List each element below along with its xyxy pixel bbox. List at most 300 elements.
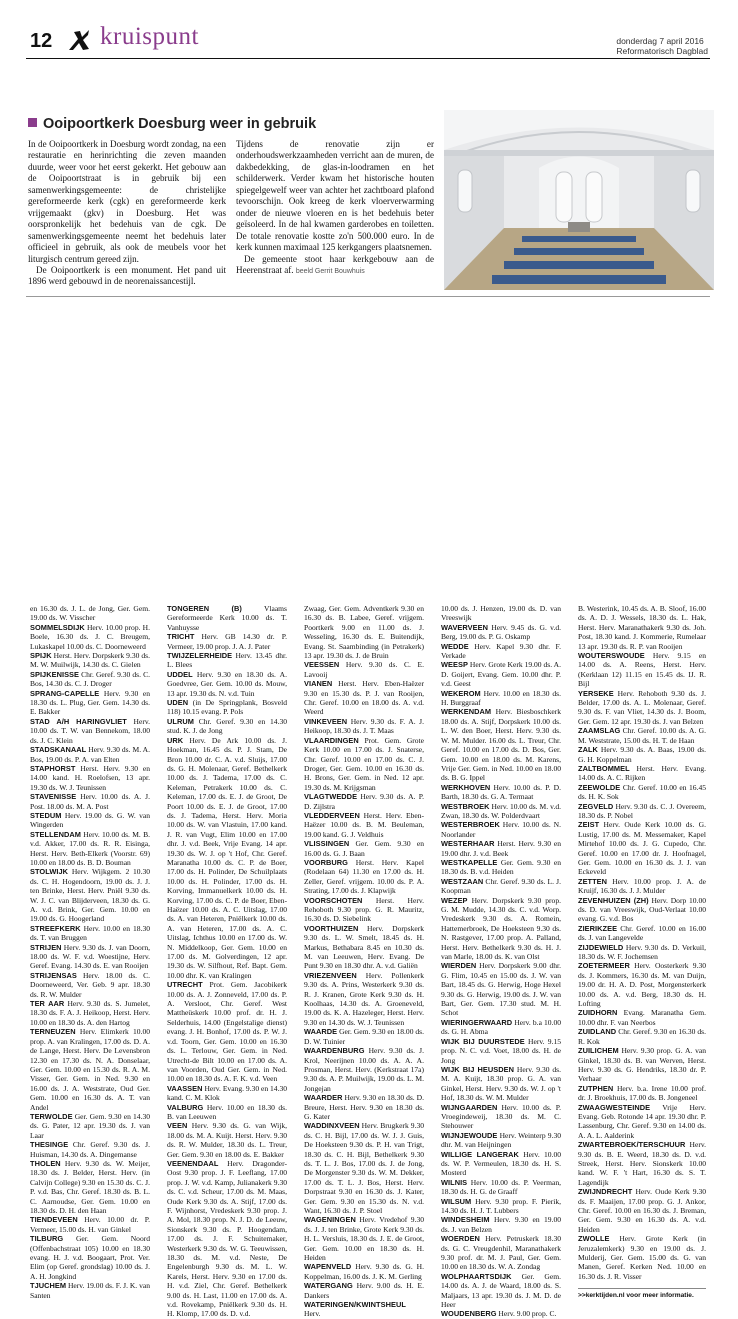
service-details: Herv. 9.30 prop. F. Pierik, 14.30 ds. H. J. T. Lubbers bbox=[441, 1196, 561, 1215]
service-details: Chr. Geref. 9.30 ds. C. Bos, 14.30 ds. C. J. Droger bbox=[30, 669, 150, 689]
listing-entry bbox=[441, 1103, 561, 1131]
listing-entry bbox=[304, 1281, 424, 1300]
service-details: Herv. 9.30 ds. G. H. Koppelman, 16.00 ds. J. K. M. Gerling bbox=[304, 1262, 424, 1281]
listing-entry bbox=[578, 1027, 706, 1046]
place-name: STELLENDAM bbox=[30, 829, 82, 839]
listing-entry bbox=[167, 736, 287, 981]
listing-entry bbox=[304, 1046, 424, 1093]
service-details: Herv. 10.00 ds. W. P. Vermeulen, 18.30 ds. H. S. Mosterd bbox=[441, 1149, 561, 1178]
listing-entry bbox=[167, 1103, 287, 1122]
listing-entry bbox=[578, 877, 706, 896]
listing-entry bbox=[30, 651, 150, 670]
place-name: TONGEREN (B) bbox=[167, 604, 242, 613]
service-details: Herv. Brugkerk 9.30 ds. C. H. Bijl, 17.00 ds. W. J. J. Guis, De Hoeksteen 9.30 ds. P. H. van Trigt, 18.30 ds. C. H. Bijl, Bethelkerk 9.30 ds. T. L. J. Bos, 17.00 ds. J. de Jong, De Morgenster 9.30 ds. W. M. Dekker, 17.00 ds. T. L. J. Bos, Herst. Herv. Dorpstraat 9.30 en 16.30 ds. J. Kater, Ger. Gem. 9.30 en 15.30 ds. N. v.d. Want, 16.30 ds. J. P. Stoel bbox=[304, 1121, 424, 1215]
section-separator bbox=[26, 296, 710, 297]
service-details: Herv. Dorpskerk 9.30 ds. L. W. Smelt, 18.45 ds. H. Markus, Bethabara 8.45 en 10.30 ds. M. van Leeuwen, Herv. Evang. De Punt 9.30 en 18.30 dhr. A. v.d. Galiën bbox=[304, 923, 424, 971]
place-name: WIJK BIJ HEUSDEN bbox=[441, 1064, 515, 1074]
section-title: kruispunt bbox=[100, 23, 199, 50]
listing-entry bbox=[441, 1272, 561, 1310]
service-details: Herv. 9.30 ds. G. van Wijk, 18.00 ds. M. A. Kuijt. Herst. Herv. 9.30 ds. R. W. Mulder, 18.30 ds. L. Treur, Ger. Gem. 9.30 en 18.00 ds. E. Bakker bbox=[167, 1121, 287, 1159]
place-name: ZAAMSLAG bbox=[578, 726, 621, 736]
place-name: ZEVENHUIZEN (ZH) bbox=[578, 895, 649, 905]
listing-entry bbox=[441, 1065, 561, 1103]
listing-entry bbox=[578, 1140, 706, 1187]
service-details: Herv. 9.30 ds. J. van Doorn, 18.00 ds. W. F. v.d. Woestijne, Herv. Geref. Evang. 14.30 ds. E. van Rooijen bbox=[30, 942, 150, 971]
masthead-rule bbox=[26, 58, 710, 59]
place-name: WATERGANG bbox=[304, 1281, 353, 1291]
service-details: Evang. Maranatha Gem. 10.00 dhr. F. van Neerbos bbox=[578, 1008, 706, 1027]
place-name: ZEEWOLDE bbox=[578, 782, 621, 792]
listing-entry bbox=[578, 1234, 706, 1281]
service-details: Herv. 19.00 ds. F. J. K. van Santen bbox=[30, 1281, 150, 1300]
service-details: Herv. Oosterkerk 9.30 ds. J. Kommers, 16.30 ds. M. van Duijn, 19.00 dr. H. A. D. Post, Morgensterkerk 10.00 ds. A. v.d. Berg, 18.30 ds. H. Lofting bbox=[578, 961, 707, 1009]
listing-entry bbox=[30, 971, 150, 999]
listing-entry bbox=[30, 623, 150, 651]
service-details: Herv. 10.00 ds. M. v.d. Zwan, 18.30 ds. W. Polderdvaart bbox=[441, 801, 561, 820]
place-name: STRIJENSAS bbox=[30, 970, 77, 980]
listing-entry bbox=[30, 1281, 150, 1300]
listing-entry bbox=[167, 698, 287, 717]
listing-entry bbox=[167, 717, 287, 736]
service-details: Herv. 9.30 ds. B. E. Weerd, 18.30 ds. D. v.d. Streek, Herst. Herv. Sionskerk 10.00 kand. W. F. 't Hart, 16.30 ds. S. T. Lagendijk bbox=[578, 1140, 706, 1187]
service-details: en 16.30 ds. J. L. de Jong, Ger. Gem. 19.00 ds. W. Visscher bbox=[30, 604, 150, 623]
listing-entry bbox=[441, 1037, 561, 1065]
listing-entry bbox=[167, 651, 287, 670]
listing-entry bbox=[578, 1187, 706, 1234]
place-name: SPRANG-CAPELLE bbox=[30, 688, 100, 698]
place-name: WAARDER bbox=[304, 1093, 343, 1103]
place-name: WEZEP bbox=[441, 895, 468, 905]
listing-entry bbox=[304, 1300, 424, 1319]
service-details: Vlaams Gereformeerde Kerk 10.00 ds. T. Vanhuysse bbox=[167, 604, 287, 632]
service-details: Ger. Gem. 9.30 en 18.30 ds. B. v.d. Heiden bbox=[441, 857, 561, 877]
service-details: Herst. Herv. 9.30 en 19.00 dhr. J. v.d. Beek bbox=[441, 839, 561, 858]
listing-entry bbox=[30, 830, 150, 868]
service-details: Herv. Dorpskerk 9.00 dhr. G. Flim, 10.45 en 15.00 ds. J. W. van Bart, 18.45 ds. G. Herwig, Hoge Hexel 9.30 ds. G. Herwig, 19.00 ds. J. W. van Bart, Ger. Gem. 17.30 stud. M. H. Schot bbox=[441, 961, 561, 1018]
service-details: Herv. 10.00 en 18.30 ds. T. van Bruggen bbox=[30, 923, 150, 943]
listing-entry bbox=[578, 604, 706, 651]
service-details: Chr. Geref. 10.00 en 16.45 ds. H. K. Sok bbox=[578, 782, 707, 802]
crossroads-logo-icon bbox=[66, 27, 92, 53]
listing-entry bbox=[441, 1215, 561, 1234]
service-details: Chr. Geref. 10.00 en 16.00 ds. J. van Langevelde bbox=[578, 923, 706, 943]
place-name: VOORBURG bbox=[304, 857, 348, 867]
service-details: Chr. Geref. 9.30 ds. L. J. Koopman bbox=[441, 876, 561, 896]
service-details: Herst. Herv. Eben-Haëzer 9.30 en 15.30 ds. P. J. van Rooijen, Chr. Geref. 10.00 en 18.00 ds. A. v.d. Weerd bbox=[304, 679, 424, 717]
place-name: VINKEVEEN bbox=[304, 716, 348, 726]
place-name: WESTBROEK bbox=[441, 801, 490, 811]
place-name: SPIJK bbox=[30, 651, 52, 661]
place-name: ZWAAGWESTEINDE bbox=[578, 1102, 651, 1112]
listing-entry bbox=[304, 1262, 424, 1281]
place-name: ZEIST bbox=[578, 820, 600, 830]
service-details: Herv. 9.30 en 18.30 ds. A. Goedvree, Ger. Gem. 10.00 ds. Mouw, 13 apr. 19.30 ds. N. v.d. Tuin bbox=[167, 669, 288, 698]
service-details: Prot. Gem. Jacobikerk 10.00 ds. A. J. Zonneveld, 17.00 ds. P. A. Versloot, Chr. Geref. West Mattheüskerk 10.00 prof. dr. H. J. Selderhuis, 14.00 (Engelstalige dienst) evang. J. H. Bonhof, 17.00 ds. P. W. J. v.d. Toorn, Ger. Gem. 10.00 en 16.30 ds. L. Terlouw, Ger. Gem. in Ned. Utrecht-de Bilt 10.00 en 17.00 ds. A. van Voorden, Oud Ger. Gem. in Ned. 10.00 en 18.30 ds. A. F. K. v.d. Veen bbox=[167, 980, 287, 1084]
place-name: VOORTHUIZEN bbox=[304, 923, 359, 933]
service-details: Herv. 10.00 prop. H. Boele, 16.30 ds. J. C. Breugem, Lukaskapel 10.00 ds. C. Doorneweerd bbox=[30, 622, 151, 651]
listing-entry bbox=[30, 604, 150, 623]
service-details: Herv. 18.00 ds. C. Doorneweerd, Ver. Geb. 9 apr. 18.30 ds. R. W. Mulder bbox=[30, 970, 150, 999]
listing-column bbox=[30, 604, 150, 1300]
place-name: WAPENVELD bbox=[304, 1262, 352, 1272]
service-details: Herv. 9.30 ds. J. Krol, Neerijnen 10.00 ds. A. A. A. Prosman, Herst. Herv. (Kerkstraat 17a) 9.30 ds. A. P. Muilwijk, 19.00 ds. L. M. Jongejan bbox=[304, 1046, 424, 1093]
listing-entry bbox=[304, 717, 424, 736]
listing-entry bbox=[578, 764, 706, 783]
place-name: SPIJKENISSE bbox=[30, 669, 80, 679]
listing-column bbox=[441, 604, 561, 1319]
service-details: Ger. Gem. 9.30 en 14.30 ds. G. Pater, 12 apr. 19.30 ds. J. van Laar bbox=[30, 1111, 150, 1140]
listing-entry bbox=[30, 1112, 150, 1140]
place-name: ZALK bbox=[578, 745, 598, 755]
service-details: Herv. Weinterp 9.30 dhr. M. van Heijningen bbox=[441, 1130, 561, 1150]
service-details: Vrije Herv. Evang. Geb. Rotonde 14 apr. 19.30 dhr. P. Lassenburg, Chr. Geref. 9.30 en 14.00 ds. A. A. L. Aalderink bbox=[578, 1102, 706, 1140]
article-paragraph: De gemeente stoot haar kerkgebouw aan de Heerenstraat af. beeld Gerrit Bouwhuis bbox=[236, 253, 434, 275]
listing-entry bbox=[578, 689, 706, 727]
service-details: Herv. 9.30 prop. G. A. van Ginkel, 18.30 ds. B. van Werven, Herst. Herv. 9.30 ds. G. Hendriks, 18.30 dr. P. Verhaar bbox=[578, 1046, 706, 1084]
service-details: Ger. Gem. 9.30 en 18.00 ds. D. W. Tuinier bbox=[304, 1027, 424, 1046]
service-details: Herv. Biesboschkerk 18.00 ds. A. Stijf, Dorpskerk 10.00 ds. L. W. den Boer, Herst. Herv. 9.30 ds. W. M. Mulder. 16.00 ds. L. Treur, Chr. Geref. 10.00 en 17.00 ds. D. Bos, Ger. Gem. 10.00 en 18.00 ds. M. Karens, Vrije Ger. Gem. in Ned. 10.00 en 18.00 ds. B. G. Ippel bbox=[441, 707, 561, 783]
service-details: Herv. 10.00 ds. M. B. v.d. Akker, 17.00 ds. R. R. Eisinga, Herst. Herv. Beth-Elkerk (Voorstr. 69) 10.00 en 18.00 ds. B. D. Bouman bbox=[30, 829, 150, 867]
place-name: WESTZAAN bbox=[441, 876, 484, 886]
place-name: VLISSINGEN bbox=[304, 839, 350, 849]
listing-entry bbox=[578, 1046, 706, 1084]
listing-entry bbox=[167, 980, 287, 1083]
listing-entry bbox=[578, 745, 706, 764]
listing-entry bbox=[441, 707, 561, 782]
listing-entry bbox=[578, 726, 706, 745]
listing-entry bbox=[441, 1234, 561, 1272]
place-name: UTRECHT bbox=[167, 980, 203, 990]
masthead bbox=[26, 14, 710, 58]
place-name: WESTKAPELLE bbox=[441, 857, 498, 867]
service-details: Herst. Herv. Evang. 14.00 ds. A. C. Rijken bbox=[578, 763, 706, 783]
service-details: Herv. Dragonder-Oost 9.30 prop. J. F. Leeflang, 17.00 prop. J. W. v.d. Kamp, Julianakerk 9.30 ds. C. v.d. Scheur, 17.00 ds. M. Maas, Oude Kerk 9.30 ds. A. Stijf, 17.00 ds. F. Wijnhorst, Vredeskerk 9.30 prop. J. A. Mol, 18.30 prop. N. J. D. de Leeuw, Sionskerk 9.30 ds. P. Hoogendam, 17.00 ds. J. F. Schuitemaker, Westerkerk 9.30 ds. W. G. Teeuwissen, 18.30 ds. M. v.d. Neste, De Engelenburgh 9.30 ds. M. L. W. Karels, Herst. Herv. 9.30 en 17.00 ds. H. v.d. Ziel, Chr. Geref. Bethelkerk 9.00 ds. H. Last, 11.00 en 17.00 ds. A. v.d. Rovekamp, Pniëlkerk 9.30 ds. H. H. Klomp, 17.00 ds. D. v.d. bbox=[167, 1158, 287, 1319]
headline-square-icon bbox=[28, 118, 37, 127]
place-name: ZOETERMEER bbox=[578, 961, 630, 971]
service-details: Herv. 13.45 dhr. L. Blees bbox=[167, 651, 287, 670]
place-name: SOMMELSDIJK bbox=[30, 622, 85, 632]
service-details: Herv. 9.30 en 18.30 ds. D. Breure, Herst. Herv. 9.30 en 18.30 ds. G. Kater bbox=[304, 1093, 424, 1121]
listing-entry bbox=[30, 764, 150, 792]
listing-entry bbox=[578, 924, 706, 943]
listing-entry bbox=[441, 642, 561, 661]
service-details: Herv. 9.30 ds. M. A. Kuijt, 18.30 prop. G. A. van Ginkel, Herst. Herv. 9.30 ds. W. J. op 't Hof, 18.30 ds. W. M. Mulder bbox=[441, 1064, 561, 1103]
service-details: Herv. 10.00 ds. P. D. Barth, 18.30 ds. G. A. Termaat bbox=[441, 782, 561, 802]
service-details: Ger. Gem. 14.00 ds. A. J. de Waard, 18.00 ds. S. Maljaars, 13 apr. 19.30 ds. J. M. D. de Heer bbox=[441, 1271, 561, 1310]
listing-entry bbox=[441, 802, 561, 821]
listing-entry bbox=[30, 670, 150, 689]
service-details: (in De Springplank, Bosveld 118) 10.15 evang. P. Pols bbox=[167, 698, 287, 717]
service-details: Herv. Pollenkerk 9.30 ds. A. Prins, Westerkerk 9.30 ds. R. J. Kranen, Grote Kerk 9.30 ds. H. Koolhaas, 14.30 ds. A. Groeneveld, 19.00 ds. K. A. Hazeleger, Herst. Herv. 9.30 en 14.30 ds. W. J. Teunissen bbox=[304, 970, 424, 1027]
place-name: VAASSEN bbox=[167, 1083, 203, 1093]
service-details: Herv. Oude Kerk 9.30 ds. F. Maaijen, 17.00 prop. G. J. Ankor, Chr. Geref. 10.00 en 16.30 ds. J. Breman, Ger. Gem. 9.30 en 16.30 ds. A. v.d. Heiden bbox=[578, 1187, 706, 1234]
listing-entry bbox=[304, 1215, 424, 1262]
service-details: Herst. Herv. 9.30 en 14.00 kand. H. Roelofsen, 13 apr. 19.30 ds. W. J. Teunissen bbox=[30, 763, 150, 792]
place-name: ZUTPHEN bbox=[578, 1083, 614, 1093]
service-details: Herv. 10.00 en 18.30 ds. H. Burggraaf bbox=[441, 688, 561, 708]
service-details: Chr. Geref. 9.30 en 16.30 ds. R. Kok bbox=[578, 1027, 706, 1046]
place-name: WAGENINGEN bbox=[304, 1215, 356, 1225]
service-details: Herv. Elimkerk 10.00 prop. A. van Kralingen, 17.00 ds. D. A. de Lange, Herst. Herv. De Levensbron 12.30 en 17.30 ds. N. A. Donselaar, Ger. Gem. 10.00 en 15.30 ds. R. A. M. Visser, Ger. Gem. in Ned. 9.30 en 16.00 ds. J. A. Weststrate, Oud Ger. Gem. 10.00 en 16.30 ds. A. T. van Andel bbox=[30, 1027, 150, 1112]
page-number: 12 bbox=[30, 30, 53, 52]
listing-entry bbox=[441, 961, 561, 1017]
listing-entry bbox=[441, 1309, 561, 1318]
article-column-2 bbox=[236, 139, 434, 277]
place-name: TIENDEVEEN bbox=[30, 1215, 78, 1225]
listing-entry bbox=[304, 736, 424, 792]
issue-date: donderdag 7 april 2016 bbox=[616, 36, 704, 46]
listing-entry bbox=[578, 1103, 706, 1141]
service-details: Herv. 10.00 ds. P. Vroegindeweij, 18.30 ds. M. C. Stehouwer bbox=[441, 1102, 562, 1131]
place-name: WEKEROM bbox=[441, 688, 481, 698]
place-name: VLEDDERVEEN bbox=[304, 810, 360, 820]
place-name: WIERINGERWAARD bbox=[441, 1017, 513, 1027]
service-details: Herv. Petruskerk 18.30 ds. G. C. Vreugdenhil, Maranathakerk 9.30 prof. dr. M. J. Paul, Ger. Gem. 10.00 en 18.30 ds. W. A. Zondag bbox=[441, 1234, 562, 1272]
service-details: Herv. 10.00 ds. T. W. van Bennekom, 18.00 ds. J. C. Klein bbox=[30, 716, 150, 745]
listing-entry bbox=[441, 1178, 561, 1197]
listing-entry bbox=[30, 999, 150, 1027]
place-name: WERKHOVEN bbox=[441, 782, 491, 792]
listing-entry bbox=[30, 1027, 150, 1112]
article-paragraph: De Ooipoortkerk is een monument. Het pand uit 1896 werd gebouwd in de neorenaissancestijl. bbox=[28, 264, 226, 287]
listing-entry bbox=[30, 689, 150, 717]
place-name: STEDUM bbox=[30, 810, 62, 820]
listing-entry bbox=[30, 811, 150, 830]
listing-entry bbox=[30, 717, 150, 745]
service-details: Herv. bbox=[304, 1309, 321, 1319]
listing-entry bbox=[304, 971, 424, 1027]
listing-entry bbox=[578, 896, 706, 924]
service-details: Ger. Gem. Noord (Offenbachstraat 105) 10.00 en 18.30 evang. H. J. v.d. Boogaart, Prot. Ver. Elim (op Geref. grondslag) 10.00 ds. J. A. H. Jongkind bbox=[30, 1234, 151, 1281]
service-details: B. Westerink, 10.45 ds. A. B. Sloof, 16.00 ds. A. D. J. Wessels, 18.30 ds. L. Hak, Herst. Herv. Maranathakerk 9.30 ds. Joh. Post, 18.30 kand. J. Kommerie, Rumelaar 13 apr. 19.30 ds. R. P. van Rooijen bbox=[578, 604, 706, 651]
service-details: Herv. Wijkgem. 2 10.30 ds. C. H. Hogendoorn, 19.00 ds. J. J. ten Brinke, Herst. Herv. Pniël 9.30 ds. W. J. C. van Blijderveen, 18.30 ds. G. A. v.d. Brink, Ger. Gem. 10.00 en 19.00 ds. G. Hoogerland bbox=[30, 867, 150, 924]
service-details: Herv. b.a 10.00 ds. G. H. Abma bbox=[441, 1017, 562, 1037]
place-name: TERNEUZEN bbox=[30, 1027, 76, 1037]
place-name: THOLEN bbox=[30, 1158, 61, 1168]
place-name: ZALTBOMMEL bbox=[578, 763, 630, 773]
listing-entry bbox=[304, 811, 424, 839]
more-info-link[interactable]: >>kerktijden.nl voor meer informatie. bbox=[578, 1288, 706, 1300]
service-details: Herv. Evang. 9.30 en 14.30 kand. C. M. Klok bbox=[167, 1083, 287, 1103]
place-name: WAARDENBURG bbox=[304, 1046, 365, 1056]
listing-entry bbox=[304, 604, 424, 660]
place-name: WEESP bbox=[441, 660, 468, 670]
place-name: VIANEN bbox=[304, 679, 333, 689]
listing-entry bbox=[578, 802, 706, 821]
place-name: WOUDENBERG bbox=[441, 1309, 497, 1319]
place-name: VEESSEN bbox=[304, 660, 340, 670]
listing-entry bbox=[441, 623, 561, 642]
place-name: UDEN bbox=[167, 698, 189, 708]
place-name: ULRUM bbox=[167, 716, 194, 726]
service-details: Herv. 19.00 ds. G. W. van Wingerden bbox=[30, 810, 150, 830]
place-name: STADSKANAAL bbox=[30, 745, 87, 755]
listing-entry bbox=[167, 632, 287, 651]
place-name: ZUIDHORN bbox=[578, 1008, 618, 1018]
service-details: Herv. 9.00 prop. C. bbox=[498, 1309, 557, 1319]
listing-entry bbox=[304, 679, 424, 717]
service-details: Herv. 10.00 en 18.30 ds. B. van Leeuwen bbox=[167, 1102, 287, 1121]
place-name: STAVENISSE bbox=[30, 792, 77, 802]
listing-entry bbox=[304, 1121, 424, 1215]
place-name: TRICHT bbox=[167, 632, 195, 642]
place-name: WAARDE bbox=[304, 1027, 338, 1037]
service-details: Herv. 9.45 ds. G. v.d. Berg, 19.00 ds. P. G. Oskamp bbox=[441, 622, 561, 642]
service-details: Herv. Kapel 9.30 dhr. F. Verkade bbox=[441, 641, 561, 661]
listing-entry bbox=[30, 1234, 150, 1281]
place-name: THESINGE bbox=[30, 1140, 69, 1150]
listing-column bbox=[578, 604, 706, 1301]
place-name: ZIJDEWIELD bbox=[578, 942, 624, 952]
place-name: ZWARTEBROEK/TERSCHUUR bbox=[578, 1140, 686, 1150]
place-name: VEENENDAAL bbox=[167, 1158, 219, 1168]
place-name: TWIJZELERHEIDE bbox=[167, 651, 233, 661]
listing-entry bbox=[441, 858, 561, 877]
listing-entry bbox=[578, 651, 706, 689]
service-details: Herv. b.a. Irene 10.00 prof. dr. J. Broekhuis, 17.00 ds. B. Jongeneel bbox=[578, 1083, 706, 1103]
listing-entry bbox=[304, 1027, 424, 1046]
service-details: Herv. Vredehof 9.30 ds. J. J. ten Brinke, Grote Kerk 9.30 ds. H. L. Versluis, 18.30 ds. J. E. de Groot, Ger. Gem. 10.00 en 18.30 ds. H. Heiden bbox=[304, 1215, 424, 1263]
place-name: WADDINXVEEN bbox=[304, 1121, 360, 1131]
photo-credit: beeld Gerrit Bouwhuis bbox=[295, 267, 365, 275]
place-name: STREEFKERK bbox=[30, 923, 81, 933]
place-name: WIJNJEWOUDE bbox=[441, 1130, 498, 1140]
service-details: Herv. 9.30 en 19.00 ds. J. van Belzen bbox=[441, 1215, 561, 1234]
place-name: ZWIJNDRECHT bbox=[578, 1187, 633, 1197]
dateline bbox=[616, 36, 708, 56]
place-name: WINDESHEIM bbox=[441, 1215, 490, 1225]
place-name: YERSEKE bbox=[578, 688, 614, 698]
listing-entry bbox=[30, 924, 150, 943]
listing-entry bbox=[304, 792, 424, 811]
place-name: WOUTERSWOUDE bbox=[578, 651, 645, 661]
listing-entry bbox=[441, 604, 561, 623]
place-name: ZEGVELD bbox=[578, 801, 614, 811]
place-name: WILSUM bbox=[441, 1196, 472, 1206]
listing-entry bbox=[30, 943, 150, 971]
place-name: STRIJEN bbox=[30, 942, 62, 952]
service-details: Herv. Dorp 10.00 ds. D. van Vreeswijk, Oud-Verlaat 10.00 evang. G. v.d. Bos bbox=[578, 895, 706, 924]
place-name: WIERDEN bbox=[441, 961, 477, 971]
service-details: Herv. 10.00 ds. P. Veerman, 18.30 ds. H. G. de Graaff bbox=[441, 1177, 561, 1197]
place-name: VLAARDINGEN bbox=[304, 735, 359, 745]
listing-entry bbox=[441, 896, 561, 962]
place-name: STOLWIJK bbox=[30, 867, 69, 877]
listing-entry bbox=[167, 1121, 287, 1159]
listing-entry bbox=[441, 660, 561, 688]
listing-entry bbox=[167, 1159, 287, 1319]
listing-entry bbox=[441, 689, 561, 708]
listing-entry bbox=[30, 867, 150, 923]
service-details: Herst. Herv. Rehoboth 9.30 prop. G. R. Mauritz, 16.30 ds. D. Siebelink bbox=[304, 895, 425, 924]
listing-entry bbox=[441, 783, 561, 802]
place-name: URK bbox=[167, 735, 184, 745]
church-interior-photo bbox=[444, 110, 714, 290]
listing-entry bbox=[578, 1008, 706, 1027]
service-details: Ger. Gem. 9.30 en 16.00 ds. G. J. Baan bbox=[304, 839, 424, 858]
listing-entry bbox=[167, 604, 287, 632]
newspaper-name: Reformatorisch Dagblad bbox=[616, 46, 708, 56]
listing-entry bbox=[304, 660, 424, 679]
service-details: Herv. De Ark 10.00 ds. J. Hoekman, 16.45 ds. P. J. Stam, De Bron 10.00 dr. C. A. v.d. Sluijs, 17.00 ds. G. H. Molenaar, Geref. Bethelkerk 10.00 ds. J. Tadema, 17.00 ds. C. Keleman, Petrakerk 10.00 ds. C. Keleman, 17.00 ds. E. J. de Groot, De Poort 10.00 ds. E. J. de Groot, 17.00 ds. J. Tadema, Herst. Herv. Moria 10.00 ds. W. van Vlastuin, 17.00 kand. J. R. van Vugt, Elim 10.00 en 17.00 dhr. J. v.d. Beek, Vrije Evang. 14 apr. 19.30 ds. W. J. op 't Hof, Chr. Geref. Maranatha 10.00 ds. C. P. de Boer, 17.00 ds. H. Polinder, De Schuilplaats 10.00 ds. H. Polinder, 17.00 ds. H. Korving, Immanuelkerk 10.00 ds. H. Korving, 17.00 ds. C. P. de Boer, Eben-Haëzer 10.00 ds. A. C. Uitslag, 17.00 ds. A. van Heteren, Pniëlkerk 10.00 ds. A. van Heteren, 17.00 ds. A. C. Uitslag, Ichthus 10.00 en 17.00 ds. W. N. Middelkoop, Ger. Gem. 10.00 en 17.00 ds. M. Golverdingen, 12 apr. 19.30 ds. W. Silfhout, Ref. Bapt. Gem. 10.00 dhr. K. van Kralingen bbox=[167, 735, 287, 980]
article-headline: Ooipoortkerk Doesburg weer in gebruik bbox=[28, 116, 316, 132]
listing-entry bbox=[304, 858, 424, 896]
place-name: WEDDE bbox=[441, 641, 469, 651]
listing-entry bbox=[441, 1150, 561, 1178]
place-name: ZETTEN bbox=[578, 876, 608, 886]
place-name: ZWOLLE bbox=[578, 1234, 610, 1244]
listing-entry bbox=[30, 792, 150, 811]
service-details: Herst. Herv. Kapel (Rodelaan 64) 11.30 en 17.00 ds. H. Zeller, Geref. vrijgem. 10.00 ds. P. A. Strating, 17.00 ds. J. Klapwijk bbox=[304, 857, 424, 896]
service-details: Herv. 10.00 ds. N. Noorlander bbox=[441, 820, 561, 839]
listing-column bbox=[167, 604, 287, 1319]
listing-entry bbox=[441, 839, 561, 858]
listing-entry bbox=[441, 820, 561, 839]
service-details: Herv. 9.30 ds. A. Baas, 19.00 ds. G. H. Koppelman bbox=[578, 745, 706, 764]
service-details: Herv. 9.30 ds. A. P. D. Zijlstra bbox=[304, 792, 424, 811]
place-name: WIJNGAARDEN bbox=[441, 1102, 498, 1112]
service-details: Herv. Dorpskerk 9.30 prop. G. M. Mudde, 14.30 ds. C. v.d. Worp. Vredeskerk 9.30 ds. A. Romein, Hattemerbroek, De Hoeksteen 9.30 ds. N. Rastgever, 17.00 prop. A. Palland, Herst. Herv. Bethelkerk 9.30 ds. H. J. van Marle, 18.00 ds. K. van Olst bbox=[441, 895, 561, 962]
place-name: WATERINGEN/KWINTSHEUL bbox=[304, 1300, 406, 1310]
listing-entry bbox=[441, 1197, 561, 1216]
place-name: WOERDEN bbox=[441, 1234, 480, 1244]
place-name: WERKENDAM bbox=[441, 707, 492, 717]
listing-column bbox=[304, 604, 424, 1319]
article-paragraph: Tijdens de renovatie zijn er onderhoudswerkzaamheden verricht aan de muren, de dakbedekking, de glas-in-loodramen en het schilderwerk. Verder kwam het historische houten spiegelgewelf weer van achter het zachtboard plafond tevoorschijn. Ook kreeg de kerk vloerverwarming onder de nieuwe vloeren en is het bedehuis beter geïsoleerd. In de hal kwamen garderobes en toiletten. De totale renovatie kostte zo'n 500.000 euro. In de kerk kunnen maximaal 125 kerkgangers plaatsnemen. bbox=[236, 139, 434, 253]
service-details: Herv. 9.30 ds. W. Meijer, 18.30 ds. J. Belder, Herst. Herv. (in Calvijn College) 9.30 en 15.30 ds. C. J. P. v.d. Bas, Chr. Geref. 18.30 ds. B. L. C. Aarnoudse, Ger. Gem. 10.00 en 18.30 ds. D. H. den Haan bbox=[30, 1158, 150, 1215]
place-name: VEEN bbox=[167, 1121, 188, 1131]
listing-entry bbox=[578, 961, 706, 1008]
place-name: STAPHORST bbox=[30, 763, 76, 773]
service-details: Herv. 9.15 en 14.00 ds. A. Reens, Herst. Herv. (Kerklaan 12) 11.15 en 15.45 ds. IJ. R. Bijl bbox=[578, 651, 707, 689]
service-details: Herst. Herv. Dorpskerk 9.30 ds. M. W. Muilwijk, 14.30 ds. C. Gielen bbox=[30, 651, 150, 670]
service-details: Herv. 9.30 en 18.30 ds. L. Plug, Ger. Gem. 14.30 ds. E. Bakker bbox=[30, 688, 150, 717]
service-details: Herv. 9.30 ds. D. Verkuil, 18.30 ds. W. F. Jochemsen bbox=[578, 942, 707, 962]
place-name: VALBURG bbox=[167, 1102, 204, 1112]
service-details: Herv. 9.00 ds. H. E. Dankers bbox=[304, 1281, 424, 1300]
service-details: Herv. Grote Kerk 19.00 ds. A. D. Goijert, Evang. Gem. 10.00 dhr. P. v.d. Geest bbox=[441, 660, 561, 689]
listing-entry bbox=[30, 1159, 150, 1215]
service-details: 10.00 ds. J. Henzen, 19.00 ds. D. van Vreeswijk bbox=[441, 604, 561, 623]
service-details: Chr. Geref. 10.00 ds. A. G. M. Weststrate, 15.00 ds. H. T. de Haan bbox=[578, 726, 706, 745]
place-name: ZIERIKZEE bbox=[578, 923, 618, 933]
listing-entry bbox=[578, 1084, 706, 1103]
place-name: WOLPHAARTSDIJK bbox=[441, 1271, 512, 1281]
listing-entry bbox=[304, 1093, 424, 1121]
listing-entry bbox=[441, 1131, 561, 1150]
article-paragraph: In de Ooipoortkerk in Doesburg wordt zondag, na een restauratie en herinrichting die zeven maanden duurde, weer voor het eerst gekerkt. Het gebouw aan de Ooipoortstraat is in gebruik bij een samenwerkingsgemeente: de christelijke gereformeerde kerk (cgk) en gereformeerde kerk vrijgemaakt (gkv) in Doesburg. Het was oorspronkelijk het bedehuis van de cgk. De samenwerkingsgemeente neemt het bedehuis later officieel in gebruik, als ook de meubels voor het liturgisch centrum gereed zijn. bbox=[28, 139, 226, 264]
service-details: Herv. GB 14.30 dr. P. Vermeer, 19.00 prop. J. A. J. Pater bbox=[167, 632, 288, 651]
service-details: Herv. 9.15 prop. N. C. v.d. Voet, 18.00 ds. H. de Jong bbox=[441, 1036, 561, 1065]
place-name: TERWOLDE bbox=[30, 1111, 73, 1121]
service-details: Herv. 9.30 ds. C. J. Overeem, 18.30 ds. P. Nobel bbox=[578, 801, 706, 820]
listing-entry bbox=[30, 745, 150, 764]
place-name: WAVERVEEN bbox=[441, 622, 488, 632]
service-details: Herv. 10.00 dr. P. Vermeer, 15.00 ds. H. van Ginkel bbox=[30, 1215, 150, 1234]
article-column-1 bbox=[28, 139, 226, 288]
place-name: UDDEL bbox=[167, 669, 193, 679]
listing-entry bbox=[441, 1018, 561, 1037]
service-details: Herv. 9.30 ds. S. Jumelet, 18.30 ds. F. A. J. Heikoop, Herst. Herv. 10.00 en 18.30 ds. A. den Hartog bbox=[30, 999, 151, 1027]
place-name: STAD A/H HARINGVLIET bbox=[30, 716, 127, 726]
service-details: Herv. Rehoboth 9.30 ds. J. Belder, 17.00 ds. A. L. Molenaar, Geref. 9.30 ds. F. van Vliet, 14.30 ds. J. Boom, Ger. Gem. 12 apr. 19.30 ds. J. van Belzen bbox=[578, 688, 706, 726]
place-name: VRIEZENVEEN bbox=[304, 970, 357, 980]
listing-entry bbox=[30, 1215, 150, 1234]
listing-entry bbox=[30, 1140, 150, 1159]
place-name: WIJK BIJ DUURSTEDE bbox=[441, 1036, 525, 1046]
service-details: Herv. Grote Kerk (in Jeruzalemkerk) 9.30 en 19.00 ds. J. Mulderij, Ger. Gem. 15.00 ds. G. van Manen, Geref. Kerken Ned. 10.00 en 16.30 ds. J. R. Visser bbox=[578, 1234, 706, 1281]
service-details: Herv. 10.00 prop. J. A. de Kruijf, 16.30 ds. J. J. Mulder bbox=[578, 876, 707, 896]
